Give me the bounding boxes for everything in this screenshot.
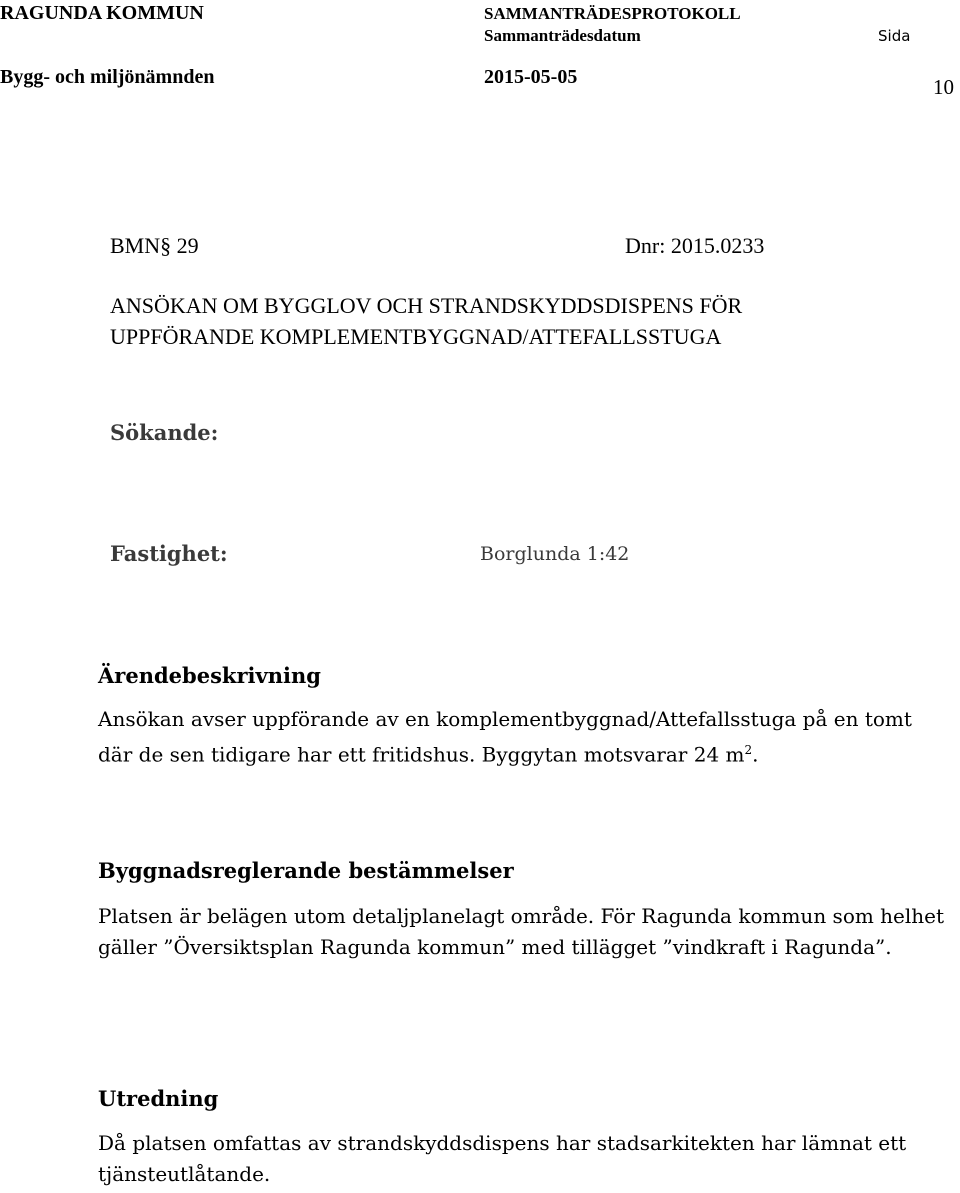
- investigation-body: Då platsen omfattas av strandskyddsdispens har stadsarkitekten har lämnat ett tjänsteutlåtande.: [98, 1131, 907, 1186]
- case-description-body: [98, 704, 948, 771]
- bmn-number: 29: [176, 233, 199, 258]
- document-type: SAMMANTRÄDESPROTOKOLL: [484, 4, 741, 23]
- diary-number: Dnr: 2015.0233: [625, 233, 765, 258]
- meeting-date: 2015-05-05: [484, 66, 578, 88]
- section-sign-icon: §: [160, 233, 172, 258]
- meeting-date-label: Sammanträdesdatum: [484, 26, 641, 45]
- case-description-tail: .: [752, 742, 759, 767]
- title-line-2: UPPFÖRANDE KOMPLEMENTBYGGNAD/ATTEFALLSSTUGA: [110, 324, 722, 349]
- page-label: Sida: [878, 27, 911, 45]
- applicant-label: Sökande:: [110, 420, 219, 445]
- area-superscript: 2: [744, 743, 753, 757]
- organization-name: RAGUNDA KOMMUN: [0, 2, 204, 24]
- property-value: Borglunda 1:42: [480, 543, 630, 565]
- title-line-1: ANSÖKAN OM BYGGLOV OCH STRANDSKYDDSDISPENS FÖR: [110, 293, 743, 318]
- investigation-heading: Utredning: [98, 1086, 219, 1111]
- page-number: 10: [933, 75, 954, 99]
- case-description-heading: Ärendebeskrivning: [98, 663, 321, 688]
- case-description-text: där de sen tidigare har ett fritidshus. Byggytan motsvarar 24 m: [98, 742, 745, 767]
- case-description-line-2: [98, 735, 948, 771]
- case-reference: [110, 233, 199, 259]
- committee-name: Bygg- och miljönämnden: [0, 66, 215, 88]
- page-title: [110, 290, 742, 352]
- case-description-line-1: Ansökan avser uppförande av en komplementbyggnad/Attefallsstuga på en tomt: [98, 707, 912, 731]
- building-regulations-heading: Byggnadsreglerande bestämmelser: [98, 858, 514, 883]
- building-regulations-body: Platsen är belägen utom detaljplanelagt område. För Ragunda kommun som helhet gäller ”Översiktsplan Ragunda kommun” med tillägget ”vindkraft i Ragunda”.: [98, 904, 945, 959]
- property-label: Fastighet:: [110, 541, 228, 566]
- bmn-label: BMN: [110, 233, 161, 258]
